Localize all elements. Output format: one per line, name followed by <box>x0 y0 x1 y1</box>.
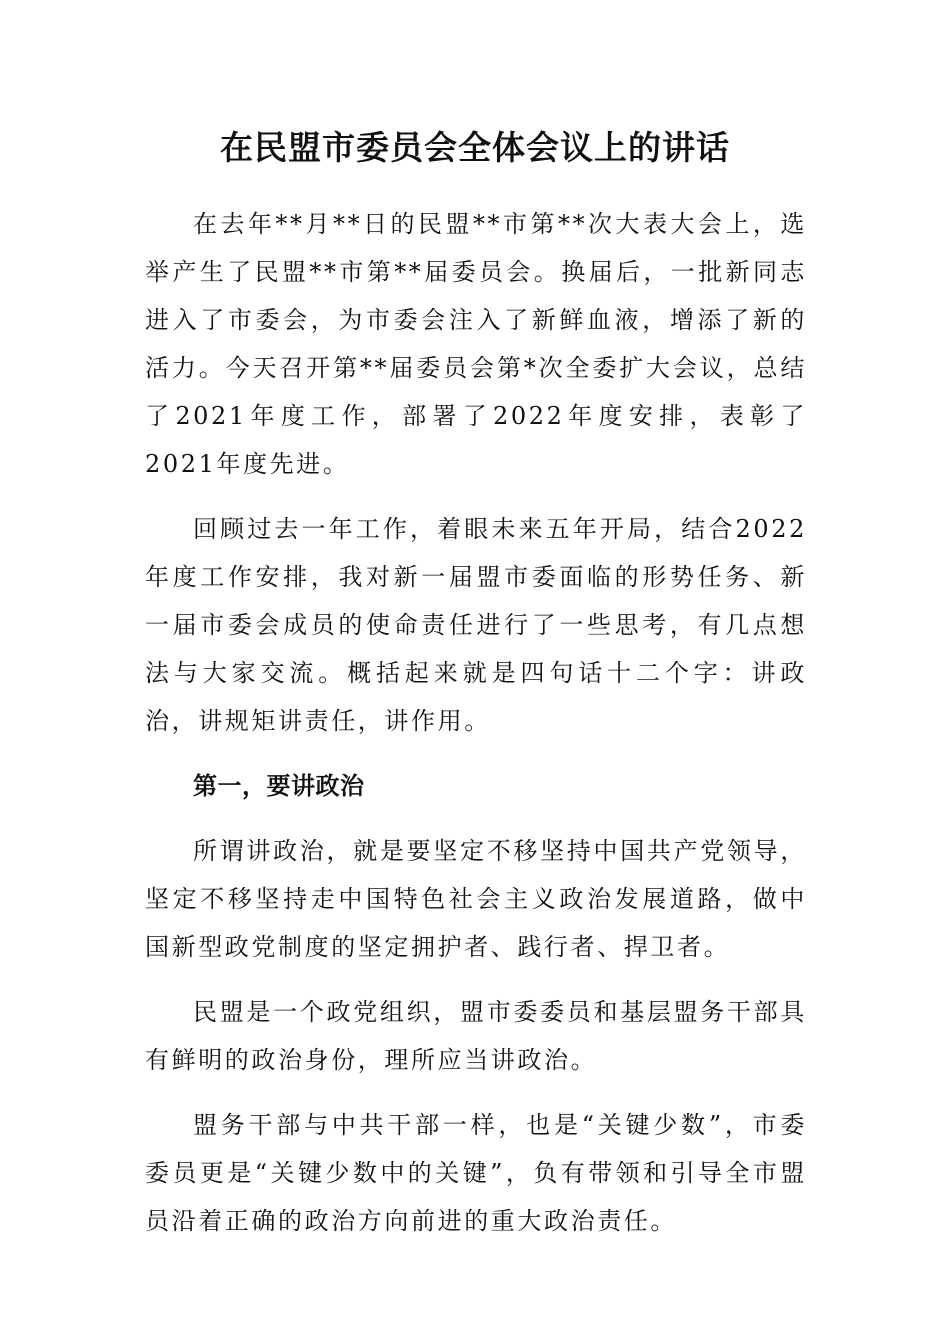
document-title: 在民盟市委员会全体会议上的讲话 <box>220 128 730 167</box>
paragraph-party-identity: 民盟是一个政党组织，盟市委委员和基层盟务干部具有鲜明的政治身份，理所应当讲政治。 <box>145 998 807 1074</box>
paragraph-politics-definition: 所谓讲政治，就是要坚定不移坚持中国共产党领导，坚定不移坚持走中国特色社会主义政治发展道路，做中国新型政党制度的坚定拥护者、践行者、捍卫者。 <box>145 837 807 961</box>
document-body <box>145 200 807 1262</box>
paragraph-intro: 在去年**月**日的民盟**市第**次大表大会上，选举产生了民盟**市第**届委员会。换届后，一批新同志进入了市委会，为市委会注入了新鲜血液，增添了新的活力。今天召开第**届委员会第*次全委扩大会议，总结了2021年度工作，部署了2022年度安排，表彰了2021年度先进。 <box>145 210 807 478</box>
section-heading: 第一，要讲政治 <box>193 771 365 800</box>
paragraph-key-minority: 盟务干部与中共干部一样，也是“关键少数”，市委委员更是“关键少数中的关键”，负有带领和引导全市盟员沿着正确的政治方向前进的重大政治责任。 <box>145 1111 807 1235</box>
paragraph-review: 回顾过去一年工作，着眼未来五年开局，结合2022年度工作安排，我对新一届盟市委面临的形势任务、新一届市委会成员的使命责任进行了一些思考，有几点想法与大家交流。概括起来就是四句话十二个字：讲政治，讲规矩讲责任，讲作用。 <box>145 515 807 735</box>
